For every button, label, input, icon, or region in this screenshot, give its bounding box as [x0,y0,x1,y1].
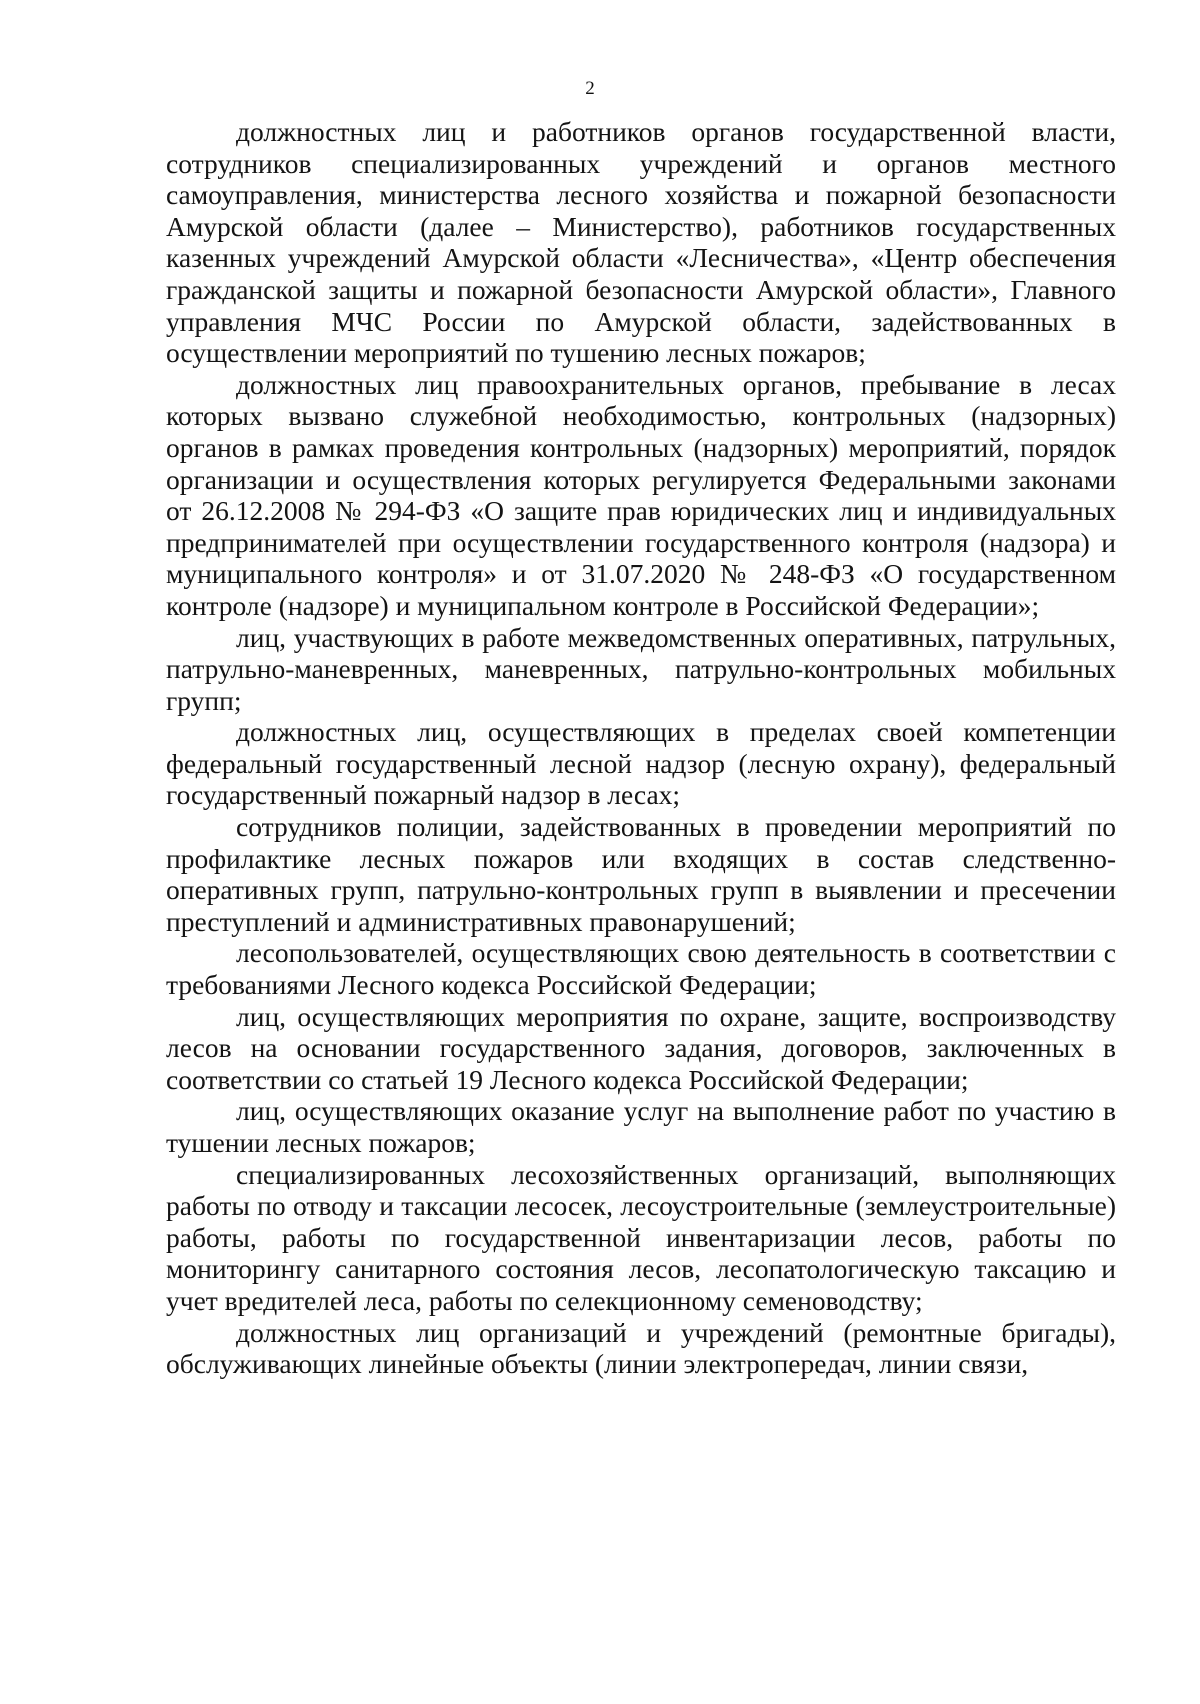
paragraph-police: сотрудников полиции, задействованных в проведении мероприятий по профилактике лесных пожаров или входящих в состав следственно-оперативных групп, патрульно-контрольных групп в выявлении и пресечении преступлений и административных правонарушений; [166,811,1116,937]
paragraph-mobile-groups: лиц, участвующих в работе межведомственных оперативных, патрульных, патрульно-маневренных, маневренных, патрульно-контрольных мобильных групп; [166,621,1116,716]
paragraph-firefighting-services: лиц, осуществляющих оказание услуг на выполнение работ по участию в тушении лесных пожаров; [166,1095,1116,1158]
paragraph-forest-protection: лиц, осуществляющих мероприятия по охране, защите, воспроизводству лесов на основании государственного задания, договоров, заключенных в соответствии со статьей 19 Лесного кодекса Российской Федерации; [166,1000,1116,1095]
paragraph-forestry-organizations: специализированных лесохозяйственных организаций, выполняющих работы по отводу и таксации лесосек, лесоустроительные (землеустроительные) работы, работы по государственной инвентаризации лесов, работы по мониторингу санитарного состояния лесов, лесопатологическую таксацию и учет вредителей леса, работы по селекционному семеноводству; [166,1158,1116,1316]
paragraph-law-enforcement: должностных лиц правоохранительных органов, пребывание в лесах которых вызвано служебной необходимостью, контрольных (надзорных) органов в рамках проведения контрольных (надзорных) мероприятий, порядок организации и осуществления которых регулируется Федеральными законами от 26.12.2008 № 294-ФЗ «О защите прав юридических лиц и индивидуальных предпринимателей при осуществлении государственного контроля (надзора) и муниципального контроля» и от 31.07.2020 № 248-ФЗ «О государственном контроле (надзоре) и муниципальном контроле в Российской Федерации»; [166,368,1116,621]
paragraph-forest-supervision: должностных лиц, осуществляющих в пределах своей компетенции федеральный государственный лесной надзор (лесную охрану), федеральный государственный пожарный надзор в лесах; [166,716,1116,811]
page-number: 2 [585,78,595,99]
paragraph-repair-crews: должностных лиц организаций и учреждений (ремонтные бригады), обслуживающих линейные объекты (линии электропередач, линии связи, [166,1316,1116,1380]
paragraph-officials: должностных лиц и работников органов государственной власти, сотрудников специализированных учреждений и органов местного самоуправления, министерства лесного хозяйства и пожарной безопасности Амурской области (далее – Министерство), работников государственных казенных учреждений Амурской области «Лесничества», «Центр обеспечения гражданской защиты и пожарной безопасности Амурской области», Главного управления МЧС России по Амурской области, задействованных в осуществлении мероприятий по тушению лесных пожаров; [166,116,1116,369]
document-body [166,116,1116,1380]
paragraph-forest-users: лесопользователей, осуществляющих свою деятельность в соответствии с требованиями Лесного кодекса Российской Федерации; [166,937,1116,1001]
